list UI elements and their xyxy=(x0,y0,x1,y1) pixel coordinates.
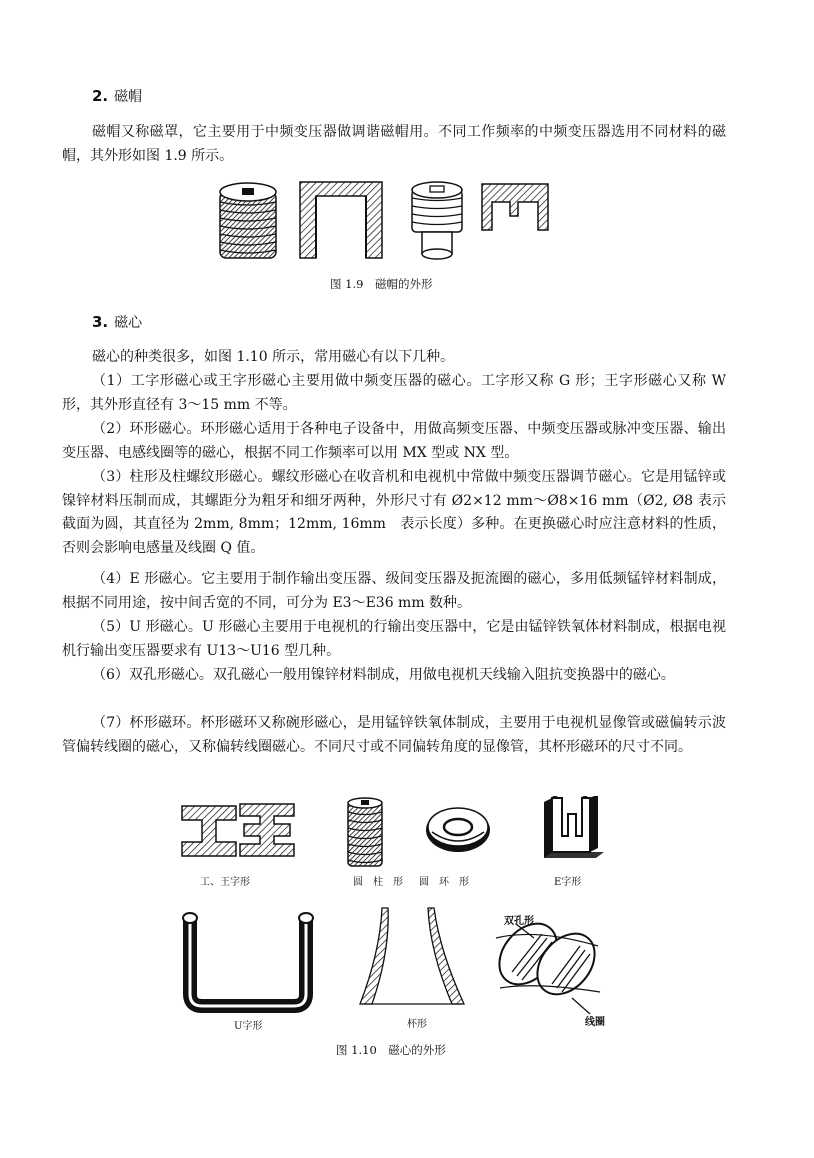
core-item-4: （4）E 形磁心。它主要用于制作输出变压器、级间变压器及扼流圈的磁心，多用低频锰锌材料制成，根据不同用途，按中间舌宽的不同，可分为 E3～E36 mm 数种。 xyxy=(62,571,726,611)
u-shape-core-drawing xyxy=(183,913,313,1006)
section-3-intro: 磁心的种类很多，如图 1.10 所示，常用磁心有以下几种。 xyxy=(92,349,455,365)
i-shape-core-drawing xyxy=(182,806,236,856)
label-double-hole: 双孔形 xyxy=(504,916,534,927)
core-item-7: （7）杯形磁环。杯形磁环又称碗形磁心，是用锰锌铁氧体制成，主要用于电视机显像管或磁偏转示波管偏转线圈的磁心，又称偏转线圈磁心。不同尺寸或不同偏转角度的显像管，其杯形磁环的尺寸不同。 xyxy=(62,715,726,755)
e-shape-core-drawing xyxy=(544,796,604,858)
double-hole-core-drawing xyxy=(488,913,606,1014)
figure-1-9-illustration xyxy=(216,176,556,266)
core-item-6: （6）双孔形磁心。双孔磁心一般用镍锌材料制成，用做电视机天线输入阻抗变换器中的磁心。 xyxy=(92,667,675,683)
core-item-1: （1）工字形磁心或王字形磁心主要用做中频变压器的磁心。工字形又称 G 形；王字形磁心又称 W 形，其外形直径有 3～15 mm 不等。 xyxy=(62,373,726,413)
label-coil: 线圈 xyxy=(585,1017,605,1028)
small-cap-section-drawing xyxy=(482,184,548,230)
core-item-5: （5）U 形磁心。U 形磁心主要用于电视机的行输出变压器中，它是由锰锌铁氧体材料制成，根据电视机行输出变压器要求有 U13～U16 型几种。 xyxy=(62,619,726,659)
cup-core-drawing xyxy=(360,908,464,1004)
label-u-shape: U字形 xyxy=(234,1021,263,1032)
label-e-shape: E字形 xyxy=(554,877,582,888)
ring-core-drawing xyxy=(426,808,490,852)
cap-cross-section-drawing xyxy=(300,182,382,258)
section-3-heading xyxy=(92,312,142,332)
core-item-2: （2）环形磁心。环形磁心适用于各种电子设备中，用做高频变压器、中频变压器或脉冲变压器、输出变压器、电感线圈等的磁心，根据不同工作频率可以用 MX 型或 NX 型。 xyxy=(62,421,726,461)
threaded-stud-drawing xyxy=(412,182,462,259)
core-item-3: （3）柱形及柱螺纹形磁心。螺纹形磁心在收音机和电视机中常做中频变压器调节磁心。它是用锰锌或镍锌材料压制而成，其螺距分为粗牙和细牙两种，外形尺寸有 Ø2×12 mm～Ø8×16 mm（Ø2, Ø8 表示截面为圆，其直径为 2mm, 8mm；12mm, 16mm 表示长度）多种。在更换磁心时应注意材料的性质，否则会影响电感量及线圈 Q 值。 xyxy=(62,469,726,556)
section-2-title: 磁帽 xyxy=(114,89,143,105)
section-2-number: 2. xyxy=(92,87,109,105)
label-cup: 杯形 xyxy=(407,1019,427,1030)
label-cylinder: 圆 柱 形 xyxy=(353,877,403,888)
label-ring: 圆 环 形 xyxy=(419,877,469,888)
figure-1-10-row-1 xyxy=(176,796,616,874)
cylinder-core-drawing xyxy=(348,798,382,866)
section-2-heading xyxy=(92,86,142,106)
wang-shape-core-drawing xyxy=(240,804,294,856)
section-2-paragraph: 磁帽又称磁罩，它主要用于中频变压器做调谐磁帽用。不同工作频率的中频变压器选用不同材料的磁帽，其外形如图 1.9 所示。 xyxy=(62,124,726,164)
threaded-cap-drawing xyxy=(220,183,276,258)
section-3-number: 3. xyxy=(92,313,109,331)
label-i-wang-shape: 工、王字形 xyxy=(200,877,250,888)
figure-1-10-caption: 图 1.10 磁心的外形 xyxy=(336,1043,446,1057)
section-3-title: 磁心 xyxy=(114,315,143,331)
figure-1-10-row-2 xyxy=(176,902,616,1020)
figure-1-9-caption: 图 1.9 磁帽的外形 xyxy=(330,277,433,291)
